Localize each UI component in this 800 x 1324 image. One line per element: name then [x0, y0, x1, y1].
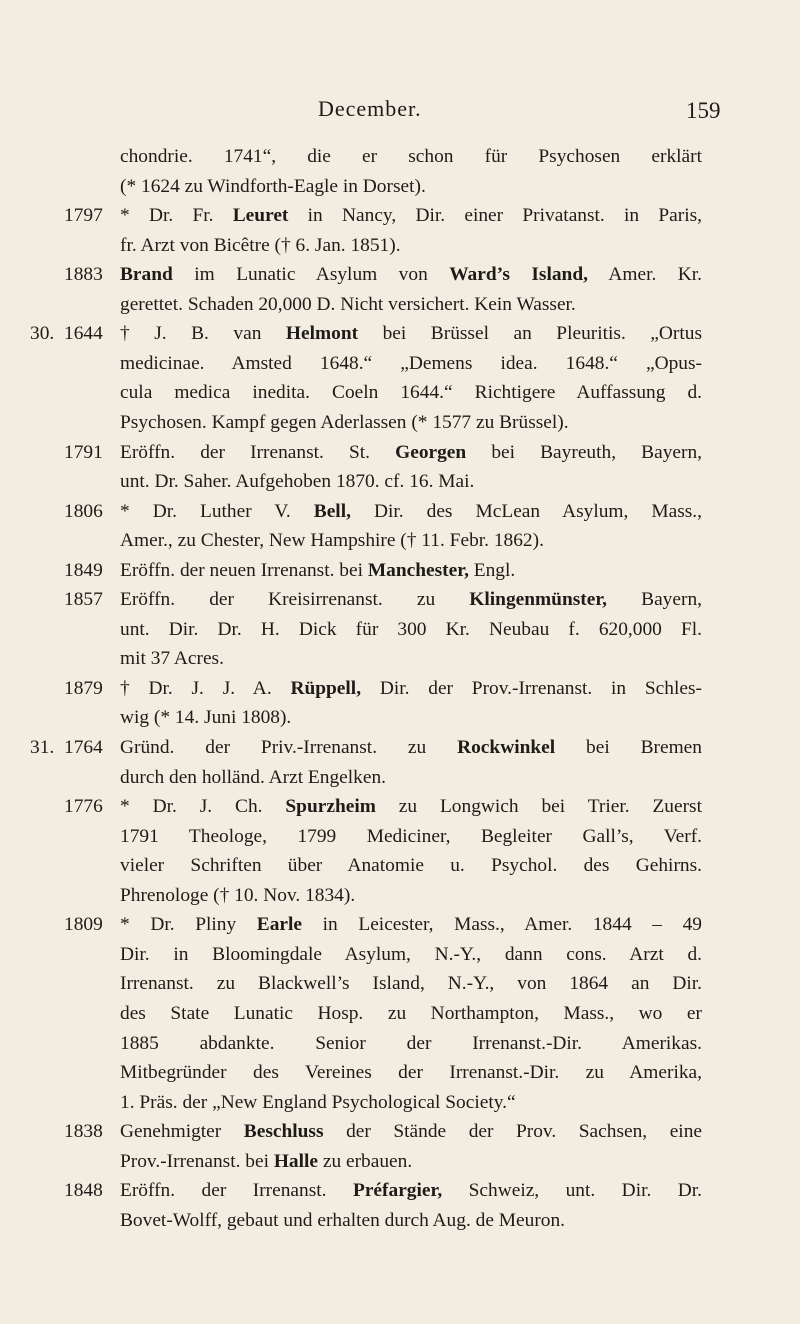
entry-year: 1848 [64, 1180, 103, 1202]
entry-text [120, 438, 702, 468]
entry-text [120, 349, 702, 379]
entry-line [0, 1117, 800, 1147]
entry-text [120, 172, 426, 202]
bold-term: Bell, [313, 500, 351, 522]
text-run: unt. Dir. Dr. H. Dick für 300 Kr. Neubau f. 620,000 Fl. [120, 618, 702, 640]
entry-text [120, 822, 702, 852]
text-run: fr. Arzt von Bicêtre († 6. Jan. 1851). [120, 234, 401, 256]
bold-term: Brand [120, 264, 173, 286]
text-run: der Stände der Prov. Sachsen, eine [323, 1121, 702, 1143]
entry-line [0, 792, 800, 822]
entry-text [120, 733, 702, 763]
entry-year: 1838 [64, 1121, 103, 1143]
entry-line [0, 201, 800, 231]
entry-line [0, 408, 800, 438]
entry-line [0, 674, 800, 704]
text-run: † Dr. J. J. A. [120, 677, 291, 699]
entry-line [0, 231, 800, 261]
entry-year: 1644 [64, 323, 103, 345]
entry-year: 1764 [64, 737, 103, 758]
entry-text [120, 1147, 412, 1177]
entry-line [0, 763, 800, 793]
bold-term: Halle [273, 1150, 318, 1172]
entry-year: 1809 [64, 914, 103, 936]
entry-text [120, 231, 401, 261]
entry-year: 1776 [64, 796, 103, 818]
entry-line [0, 290, 800, 320]
entry-text [120, 1206, 565, 1236]
text-run: mit 37 Acres. [120, 648, 224, 670]
entry-text [120, 1058, 702, 1088]
entry-text [120, 1088, 516, 1118]
text-run: Amer. Kr. [587, 264, 702, 286]
text-run: † J. B. van [120, 323, 286, 345]
text-run: durch den holländ. Arzt Engelken. [120, 766, 387, 788]
text-run: Dir. des McLean Asylum, Mass., [350, 500, 703, 522]
entry-text [120, 763, 386, 793]
bold-term: Rockwinkel [457, 737, 556, 758]
text-run: zu Longwich bei Trier. Zuerst [375, 796, 702, 818]
page-number: 159 [686, 98, 721, 123]
entry-line [0, 497, 800, 527]
entry-line [0, 438, 800, 468]
text-run: Engl. [468, 559, 516, 581]
entry-text [120, 142, 702, 172]
entry-line [0, 378, 800, 408]
text-run: Bayern, [607, 589, 702, 611]
text-run: chondrie. 1741“, die er schon für Psychosen erklärt [120, 146, 702, 167]
entry-text [120, 260, 702, 290]
entry-text [120, 319, 702, 349]
entry-line [0, 1176, 800, 1206]
text-run: Irrenanst. zu Blackwell’s Island, N.-Y., von 1864 an Dir. [120, 973, 702, 995]
text-run: Bovet-Wolff, gebaut und erhalten durch Aug. de Meuron. [120, 1209, 566, 1231]
entry-line [0, 615, 800, 645]
entry-line [0, 556, 800, 586]
entry-text [120, 290, 576, 320]
entry-line [0, 172, 800, 202]
bold-term: Helmont [285, 323, 359, 345]
text-run: in Leicester, Mass., Amer. 1844 – 49 [302, 914, 702, 936]
entry-text [120, 1176, 702, 1206]
entry-text [120, 881, 355, 911]
text-run: Gründ. der Priv.-Irrenanst. zu [120, 737, 458, 758]
text-run: 1791 Theologe, 1799 Mediciner, Begleiter Gall’s, Verf. [120, 825, 702, 847]
bold-term: Earle [256, 914, 303, 936]
entry-text [120, 969, 702, 999]
entry-line [0, 1088, 800, 1118]
text-run: gerettet. Schaden 20,000 D. Nicht versichert. Kein Wasser. [120, 293, 576, 315]
entry-text [120, 674, 702, 704]
entry-text [120, 940, 702, 970]
entry-text [120, 497, 702, 527]
text-run: Amer., zu Chester, New Hampshire († 11. Febr. 1862). [120, 530, 544, 552]
entry-year: 1883 [64, 264, 103, 286]
entry-text [120, 644, 224, 674]
text-run: * Dr. Fr. [120, 205, 233, 227]
text-run: * Dr. Luther V. [120, 500, 314, 522]
entry-line [0, 822, 800, 852]
text-run: Genehmigter [120, 1121, 244, 1143]
entry-text [120, 201, 702, 231]
page-header [0, 96, 800, 126]
entry-text [120, 615, 702, 645]
entry-line [0, 142, 800, 172]
entry-text [120, 999, 702, 1029]
text-run: des State Lunatic Hosp. zu Northampton, Mass., wo er [120, 1002, 702, 1024]
text-run: medicinae. Amsted 1648.“ „Demens idea. 1648.“ „Opus- [120, 352, 702, 374]
entry-text [120, 851, 702, 881]
text-run: Phrenologe († 10. Nov. 1834). [120, 884, 356, 906]
entry-line [0, 349, 800, 379]
text-run: 1. Präs. der „New England Psychological Society.“ [120, 1091, 516, 1113]
entry-line [0, 319, 800, 349]
bold-term: Rüppell, [290, 677, 362, 699]
entry-year: 1857 [64, 589, 103, 611]
entry-line [0, 585, 800, 615]
day-number: 31. [30, 737, 55, 758]
entry-line [0, 733, 800, 763]
bold-term: Préfargier, [352, 1180, 443, 1202]
entry-text [120, 585, 702, 615]
text-run: Dir. der Prov.-Irrenanst. in Schles- [361, 677, 702, 699]
entry-line [0, 1058, 800, 1088]
entry-line [0, 1206, 800, 1236]
running-title: December. [318, 96, 422, 121]
entry-year: 1806 [64, 500, 103, 522]
bold-term: Manchester, [367, 559, 469, 581]
day-number: 30. [30, 323, 55, 345]
text-run: Eröffn. der Irrenanst. St. [120, 441, 396, 463]
bold-term: Klingenmünster, [469, 589, 608, 611]
entry-line [0, 467, 800, 497]
text-run: Prov.-Irrenanst. bei [120, 1150, 274, 1172]
entry-text [120, 792, 702, 822]
text-run: zu erbauen. [318, 1150, 413, 1172]
text-run: * Dr. J. Ch. [120, 796, 286, 818]
entry-line [0, 940, 800, 970]
text-run: bei Bayreuth, Bayern, [466, 441, 703, 463]
entry-text [120, 1029, 702, 1059]
entry-text [120, 556, 515, 586]
text-run: Mitbegründer des Vereines der Irrenanst.-Dir. zu Amerika, [120, 1062, 702, 1084]
entry-text [120, 467, 474, 497]
entry-line [0, 1029, 800, 1059]
text-run: in Nancy, Dir. einer Privatanst. in Paris, [288, 205, 703, 227]
bold-term: Ward’s Island, [449, 264, 588, 286]
entry-text [120, 910, 702, 940]
text-run: Dir. in Bloomingdale Asylum, N.-Y., dann cons. Arzt d. [120, 943, 702, 965]
entry-year: 1879 [64, 677, 103, 699]
entry-text [120, 526, 544, 556]
entry-line [0, 526, 800, 556]
entry-text [120, 1117, 702, 1147]
entry-line [0, 644, 800, 674]
text-run: * Dr. Pliny [120, 914, 257, 936]
text-run: Eröffn. der Irrenanst. [120, 1180, 353, 1202]
text-run: Psychosen. Kampf gegen Aderlassen (* 1577 zu Brüssel). [120, 411, 569, 433]
bold-term: Georgen [395, 441, 467, 463]
text-run: 1885 abdankte. Senior der Irrenanst.-Dir. Amerikas. [120, 1032, 702, 1054]
bold-term: Spurzheim [285, 796, 376, 818]
bold-term: Leuret [232, 205, 289, 227]
entry-text [120, 408, 569, 438]
entry-year: 1849 [64, 559, 103, 581]
text-run: wig (* 14. Juni 1808). [120, 707, 292, 729]
text-run: cula medica inedita. Coeln 1644.“ Richtigere Auffassung d. [120, 382, 702, 404]
entry-line [0, 910, 800, 940]
entry-line [0, 1147, 800, 1177]
entry-line [0, 703, 800, 733]
bold-term: Beschluss [243, 1121, 324, 1143]
entry-text [120, 703, 291, 733]
entry-line [0, 969, 800, 999]
entry-year: 1797 [64, 205, 103, 227]
entry-year: 1791 [64, 441, 103, 463]
text-run: vieler Schriften über Anatomie u. Psychol. des Gehirns. [120, 855, 702, 877]
text-run: unt. Dr. Saher. Aufgehoben 1870. cf. 16. Mai. [120, 471, 475, 493]
text-run: bei Brüssel an Pleuritis. „Ortus [358, 323, 702, 345]
entry-line [0, 881, 800, 911]
text-run: Eröffn. der neuen Irrenanst. bei [120, 559, 368, 581]
entry-text [120, 378, 702, 408]
text-run: bei Bremen [555, 737, 702, 758]
entry-line [0, 260, 800, 290]
text-run: im Lunatic Asylum von [172, 264, 450, 286]
entry-line [0, 999, 800, 1029]
text-run: Eröffn. der Kreisirrenanst. zu [120, 589, 470, 611]
entry-line [0, 851, 800, 881]
text-run: (* 1624 zu Windforth-Eagle in Dorset). [120, 175, 426, 197]
text-run: Schweiz, unt. Dir. Dr. [442, 1180, 702, 1202]
